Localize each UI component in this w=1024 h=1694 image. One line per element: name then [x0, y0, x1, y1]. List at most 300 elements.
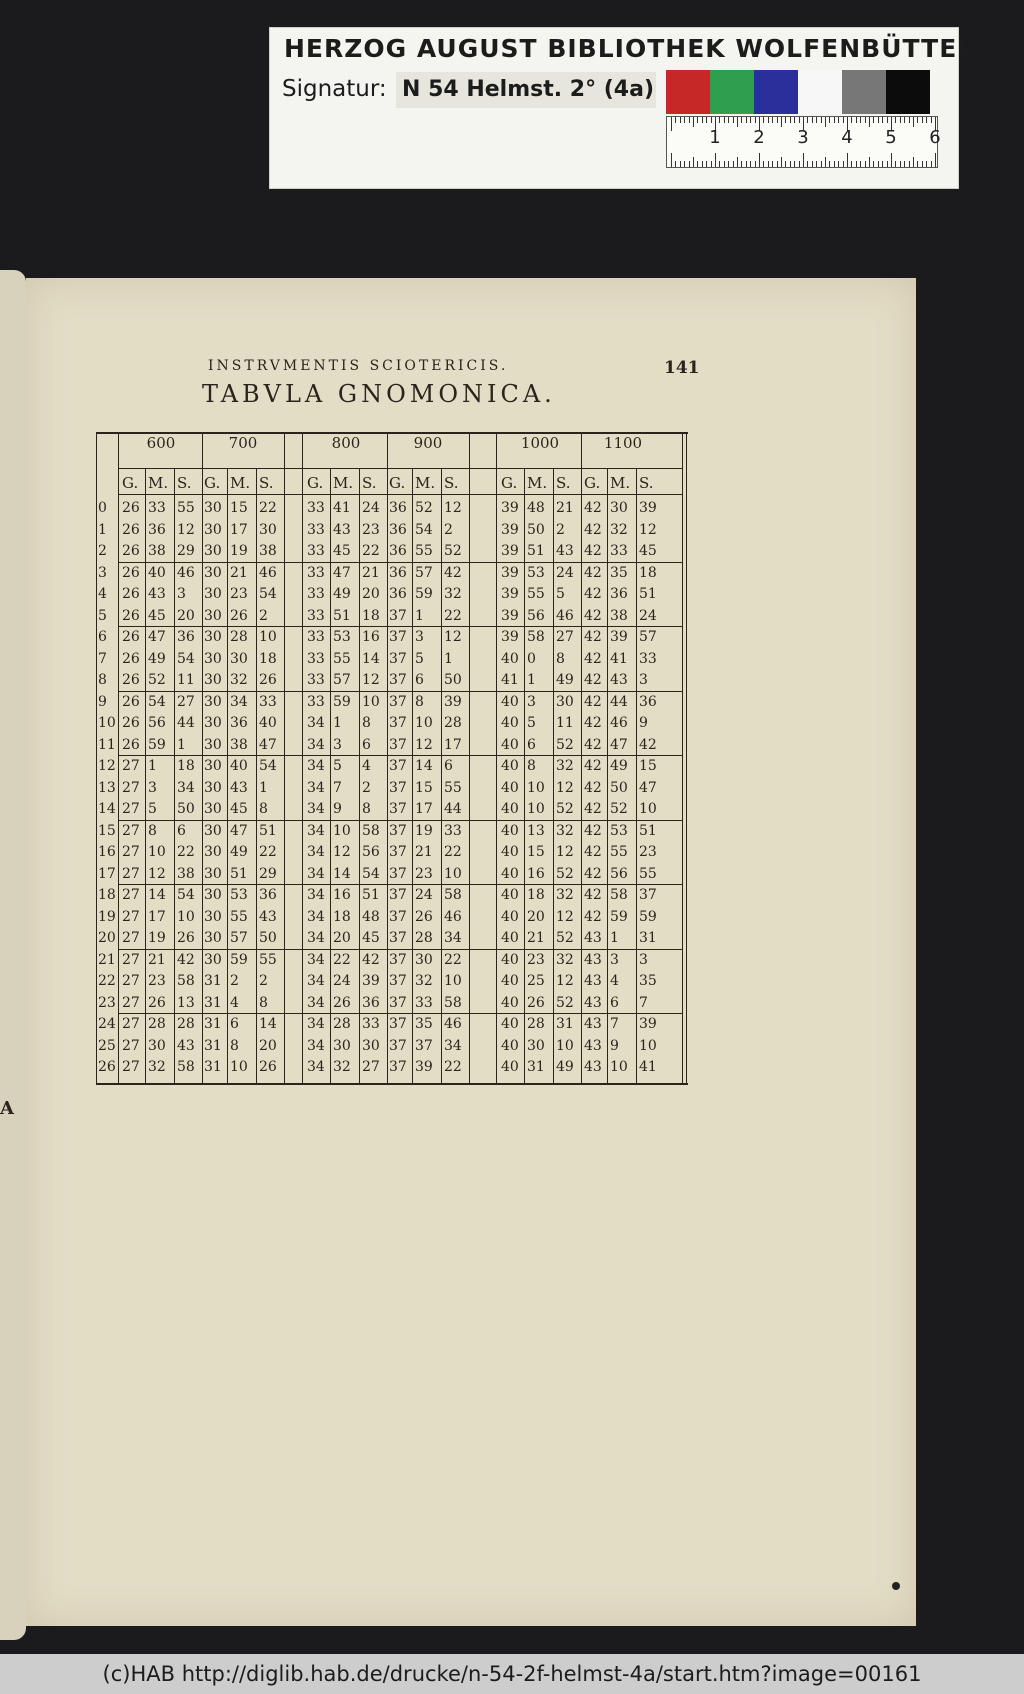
color-swatch [842, 70, 886, 114]
sub-header: M. [610, 474, 631, 492]
table-cell: 6 [527, 736, 536, 753]
table-cell: 59 [639, 908, 657, 925]
table-cell: 42 [584, 758, 602, 774]
table-cell: 6 [415, 672, 424, 688]
table-cell: 23 [148, 973, 166, 989]
table-cell: 51 [333, 607, 351, 624]
table-cell: 8 [259, 994, 268, 1011]
table-cell: 39 [639, 1016, 657, 1032]
table-cell: 24 [415, 887, 433, 903]
table-cell: 27 [122, 1016, 140, 1032]
table-cell: 37 [389, 887, 407, 903]
table-cell: 39 [362, 973, 380, 989]
table-cell: 26 [122, 629, 140, 645]
ruler-tick [675, 161, 676, 167]
table-cell: 47 [639, 779, 657, 796]
table-cell: 53 [333, 629, 351, 645]
ruler-tick [803, 153, 804, 167]
table-cell: 42 [362, 951, 380, 968]
table-cell: 37 [389, 930, 407, 946]
table-cell: 32 [556, 887, 574, 903]
color-swatch [666, 70, 710, 114]
ruler-tick [887, 117, 888, 123]
ruler-number: 5 [885, 127, 897, 148]
table-cell: 3 [148, 779, 157, 796]
ruler-tick [711, 117, 712, 123]
table-cell: 35 [415, 1016, 433, 1032]
ruler-tick [812, 117, 813, 123]
ruler-tick [860, 161, 861, 167]
table-cell: 34 [307, 887, 325, 903]
table-cell: 27 [556, 629, 574, 645]
table-cell: 33 [444, 822, 462, 839]
row-index: 11 [98, 736, 116, 753]
library-label-card [269, 27, 975, 189]
table-cell: 40 [501, 973, 519, 989]
sub-header: S. [259, 474, 274, 492]
ruler-tick [829, 161, 830, 167]
ruler-tick [834, 161, 835, 167]
ruler-tick [799, 117, 800, 123]
table-cell: 33 [307, 629, 325, 645]
table-cell: 23 [362, 521, 380, 538]
table-cell: 40 [501, 865, 519, 882]
table-cell: 37 [389, 736, 407, 753]
table-cell: 37 [389, 1037, 407, 1054]
table-cell: 18 [333, 908, 351, 925]
table-cell: 9 [639, 715, 648, 731]
table-cell: 42 [584, 908, 602, 925]
ruler-tick [816, 161, 817, 167]
table-cell: 18 [527, 887, 545, 903]
table-cell: 2 [259, 607, 268, 624]
table-cell: 30 [610, 500, 628, 516]
column-rule [118, 434, 119, 1083]
table-cell: 30 [527, 1037, 545, 1054]
signature-label: Signatur: [282, 76, 387, 102]
table-cell: 40 [501, 758, 519, 774]
table-cell: 15 [639, 758, 657, 774]
table-cell: 11 [177, 672, 195, 688]
table-cell: 23 [639, 844, 657, 860]
ruler-number: 2 [753, 127, 765, 148]
table-cell: 33 [639, 650, 657, 667]
table-cell: 20 [259, 1037, 277, 1054]
table-cell: 46 [556, 607, 574, 624]
ruler-tick [702, 161, 703, 167]
table-cell: 58 [362, 822, 380, 839]
table-cell: 0 [527, 650, 536, 667]
table-cell: 54 [259, 586, 277, 602]
table-cell: 22 [362, 543, 380, 559]
table-cell: 33 [307, 500, 325, 516]
table-cell: 10 [527, 801, 545, 817]
table-cell: 10 [444, 865, 462, 882]
table-cell: 26 [259, 1059, 277, 1075]
table-cell: 21 [148, 951, 166, 968]
table-cell: 8 [527, 758, 536, 774]
ruler-tick [935, 153, 936, 167]
table-cell: 26 [122, 715, 140, 731]
table-cell: 59 [148, 736, 166, 753]
table-cell: 26 [122, 650, 140, 667]
table-cell: 40 [148, 564, 166, 581]
table-cell: 30 [204, 736, 222, 753]
table-cell: 30 [415, 951, 433, 968]
ruler-tick [917, 161, 918, 167]
table-cell: 55 [333, 650, 351, 667]
table-cell: 36 [259, 887, 277, 903]
table-cell: 43 [148, 586, 166, 602]
ruler-tick [834, 117, 835, 123]
ruler-tick [763, 117, 764, 123]
table-cell: 27 [122, 822, 140, 839]
table-cell: 30 [204, 844, 222, 860]
table-cell: 3 [527, 693, 536, 710]
table-cell: 31 [639, 930, 657, 946]
table-cell: 33 [307, 564, 325, 581]
table-cell: 26 [122, 672, 140, 688]
table-cell: 33 [307, 521, 325, 538]
table-cell: 37 [389, 865, 407, 882]
table-cell: 6 [444, 758, 453, 774]
table-cell: 34 [307, 844, 325, 860]
table-cell: 40 [501, 994, 519, 1011]
ruler-tick [873, 161, 874, 167]
table-cell: 37 [389, 1059, 407, 1075]
table-cell: 30 [204, 715, 222, 731]
sub-header: S. [556, 474, 571, 492]
sub-header: M. [148, 474, 169, 492]
row-index: 25 [98, 1037, 116, 1054]
table-cell: 34 [307, 736, 325, 753]
table-cell: 40 [501, 801, 519, 817]
table-cell: 39 [415, 1059, 433, 1075]
ruler-tick [838, 161, 839, 167]
table-cell: 42 [584, 586, 602, 602]
table-cell: 34 [307, 801, 325, 817]
table-top-rule [96, 432, 688, 434]
table-cell: 27 [122, 887, 140, 903]
ruler-tick [728, 161, 729, 167]
table-cell: 50 [527, 521, 545, 538]
column-rule [302, 434, 303, 1083]
row-index: 18 [98, 887, 116, 903]
table-cell: 35 [610, 564, 628, 581]
table-cell: 45 [362, 930, 380, 946]
ruler-tick [671, 153, 672, 167]
page-dot-mark [892, 1582, 900, 1590]
table-cell: 58 [610, 887, 628, 903]
table-cell: 26 [177, 930, 195, 946]
table-cell: 40 [501, 887, 519, 903]
ruler-tick [689, 117, 690, 123]
row-index: 22 [98, 973, 116, 989]
table-cell: 30 [204, 801, 222, 817]
ruler-tick [807, 161, 808, 167]
table-bottom-rule [96, 1083, 688, 1085]
row-index: 14 [98, 801, 116, 817]
table-cell: 37 [389, 801, 407, 817]
ruler-tick [838, 117, 839, 123]
table-cell: 36 [639, 693, 657, 710]
table-cell: 52 [610, 801, 628, 817]
table-cell: 36 [610, 586, 628, 602]
table-cell: 17 [148, 908, 166, 925]
table-cell: 22 [444, 844, 462, 860]
table-cell: 57 [333, 672, 351, 688]
table-cell: 28 [527, 1016, 545, 1032]
table-cell: 21 [556, 500, 574, 516]
table-cell: 46 [177, 564, 195, 581]
page-number: 141 [664, 358, 700, 378]
sub-header: S. [444, 474, 459, 492]
ruler-tick [711, 161, 712, 167]
table-cell: 53 [230, 887, 248, 903]
ruler-tick [821, 117, 822, 123]
table-cell: 21 [415, 844, 433, 860]
table-cell: 3 [177, 586, 186, 602]
table-cell: 37 [389, 822, 407, 839]
table-cell: 37 [389, 844, 407, 860]
table-cell: 34 [307, 908, 325, 925]
table-cell: 22 [444, 1059, 462, 1075]
table-cell: 58 [527, 629, 545, 645]
table-cell: 2 [230, 973, 239, 989]
table-cell: 43 [177, 1037, 195, 1054]
table-cell: 7 [639, 994, 648, 1011]
ruler-tick [843, 161, 844, 167]
ruler-tick [697, 161, 698, 167]
table-cell: 12 [333, 844, 351, 860]
table-cell: 49 [556, 1059, 574, 1075]
table-cell: 20 [527, 908, 545, 925]
table-cell: 34 [307, 1016, 325, 1032]
table-cell: 43 [584, 1059, 602, 1075]
table-cell: 8 [362, 801, 371, 817]
signature-value: N 54 Helmst. 2° (4a) [396, 72, 656, 108]
table-cell: 22 [259, 844, 277, 860]
table-cell: 49 [556, 672, 574, 688]
ruler-tick [706, 161, 707, 167]
table-cell: 40 [501, 693, 519, 710]
table-cell: 27 [122, 844, 140, 860]
table-cell: 42 [584, 650, 602, 667]
row-index: 3 [98, 564, 107, 581]
table-cell: 27 [122, 1059, 140, 1075]
group-header: 900 [413, 434, 443, 452]
table-cell: 15 [527, 844, 545, 860]
table-cell: 28 [333, 1016, 351, 1032]
sub-column-rule [227, 468, 228, 1083]
table-cell: 7 [333, 779, 342, 796]
table-cell: 45 [639, 543, 657, 559]
table-cell: 24 [333, 973, 351, 989]
table-cell: 5 [556, 586, 565, 602]
table-cell: 42 [584, 887, 602, 903]
ruler-tick [693, 157, 694, 167]
sub-header: M. [527, 474, 548, 492]
table-cell: 26 [122, 564, 140, 581]
table-cell: 37 [389, 994, 407, 1011]
table-cell: 37 [389, 629, 407, 645]
ruler-tick [869, 117, 870, 127]
table-cell: 1 [148, 758, 157, 774]
table-cell: 14 [259, 1016, 277, 1032]
table-cell: 49 [148, 650, 166, 667]
table-cell: 9 [333, 801, 342, 817]
column-rule [682, 434, 683, 1083]
ruler-tick [777, 161, 778, 167]
table-cell: 26 [122, 586, 140, 602]
table-cell: 57 [639, 629, 657, 645]
ruler-tick [715, 153, 716, 167]
table-cell: 51 [639, 822, 657, 839]
table-cell: 42 [584, 779, 602, 796]
ruler-number: 3 [797, 127, 809, 148]
table-cell: 40 [501, 822, 519, 839]
table-cell: 38 [177, 865, 195, 882]
table-cell: 34 [307, 1037, 325, 1054]
table-cell: 30 [204, 865, 222, 882]
table-cell: 42 [177, 951, 195, 968]
table-cell: 6 [177, 822, 186, 839]
ruler-tick [878, 161, 879, 167]
table-cell: 52 [415, 500, 433, 516]
table-cell: 47 [610, 736, 628, 753]
sub-column-rule [553, 468, 554, 1083]
table-cell: 37 [639, 887, 657, 903]
table-cell: 42 [584, 629, 602, 645]
table-cell: 31 [556, 1016, 574, 1032]
table-cell: 37 [389, 650, 407, 667]
table-cell: 26 [333, 994, 351, 1011]
table-cell: 30 [259, 521, 277, 538]
row-index: 26 [98, 1059, 116, 1075]
table-cell: 30 [204, 543, 222, 559]
table-cell: 9 [610, 1037, 619, 1054]
row-index: 24 [98, 1016, 116, 1032]
sub-column-rule [145, 468, 146, 1083]
ruler-tick [750, 117, 751, 123]
ruler-tick [733, 161, 734, 167]
table-cell: 31 [204, 1037, 222, 1054]
table-cell: 45 [230, 801, 248, 817]
ruler-tick [909, 161, 910, 167]
table-cell: 47 [259, 736, 277, 753]
row-index: 13 [98, 779, 116, 796]
table-cell: 45 [333, 543, 351, 559]
table-cell: 14 [362, 650, 380, 667]
table-cell: 42 [584, 521, 602, 538]
ruler-tick [926, 117, 927, 123]
table-cell: 29 [177, 543, 195, 559]
ruler-tick [904, 161, 905, 167]
table-cell: 30 [204, 908, 222, 925]
ruler-tick [702, 117, 703, 123]
table-cell: 3 [639, 672, 648, 688]
table-cell: 37 [389, 607, 407, 624]
sub-column-rule [636, 468, 637, 1083]
table-cell: 54 [362, 865, 380, 882]
table-cell: 42 [584, 822, 602, 839]
ruler-tick [865, 161, 866, 167]
table-cell: 52 [556, 930, 574, 946]
table-cell: 49 [610, 758, 628, 774]
table-cell: 28 [415, 930, 433, 946]
table-cell: 44 [444, 801, 462, 817]
table-cell: 26 [259, 672, 277, 688]
table-cell: 40 [501, 1016, 519, 1032]
table-cell: 11 [556, 715, 574, 731]
table-cell: 46 [259, 564, 277, 581]
table-cell: 43 [584, 1016, 602, 1032]
table-cell: 40 [501, 1037, 519, 1054]
group-divider-rule [202, 434, 203, 1083]
row-index: 1 [98, 521, 107, 538]
table-cell: 40 [501, 650, 519, 667]
row-index: 12 [98, 758, 116, 774]
table-cell: 10 [444, 973, 462, 989]
table-cell: 58 [177, 973, 195, 989]
ruler-tick [904, 117, 905, 123]
table-cell: 43 [584, 951, 602, 968]
table-cell: 26 [122, 693, 140, 710]
ruler-tick [825, 157, 826, 167]
table-cell: 43 [610, 672, 628, 688]
table-cell: 28 [177, 1016, 195, 1032]
ruler-tick [851, 117, 852, 123]
ruler-tick [856, 161, 857, 167]
table-cell: 1 [415, 607, 424, 624]
table-cell: 56 [610, 865, 628, 882]
table-cell: 36 [230, 715, 248, 731]
table-cell: 30 [362, 1037, 380, 1054]
row-index: 23 [98, 994, 116, 1011]
ruler-tick [812, 161, 813, 167]
group-divider-rule [387, 434, 388, 1083]
table-cell: 33 [259, 693, 277, 710]
table-cell: 30 [204, 693, 222, 710]
ruler-tick [706, 117, 707, 123]
table-cell: 18 [177, 758, 195, 774]
table-cell: 5 [527, 715, 536, 731]
ruler-tick [878, 117, 879, 123]
table-cell: 38 [148, 543, 166, 559]
table-cell: 10 [259, 629, 277, 645]
table-cell: 10 [333, 822, 351, 839]
row-index: 6 [98, 629, 107, 645]
table-cell: 49 [230, 844, 248, 860]
table-cell: 42 [584, 844, 602, 860]
ruler-tick [697, 117, 698, 123]
table-cell: 44 [610, 693, 628, 710]
table-cell: 39 [501, 521, 519, 538]
table-cell: 55 [415, 543, 433, 559]
table-cell: 37 [389, 779, 407, 796]
group-header: 800 [331, 434, 361, 452]
ruler-tick [684, 117, 685, 123]
row-index: 8 [98, 672, 107, 688]
table-cell: 22 [259, 500, 277, 516]
table-cell: 24 [362, 500, 380, 516]
ruler-tick [790, 161, 791, 167]
table-cell: 56 [148, 715, 166, 731]
ruler-tick [882, 161, 883, 167]
table-cell: 30 [204, 887, 222, 903]
table-cell: 37 [389, 758, 407, 774]
table-cell: 33 [307, 543, 325, 559]
